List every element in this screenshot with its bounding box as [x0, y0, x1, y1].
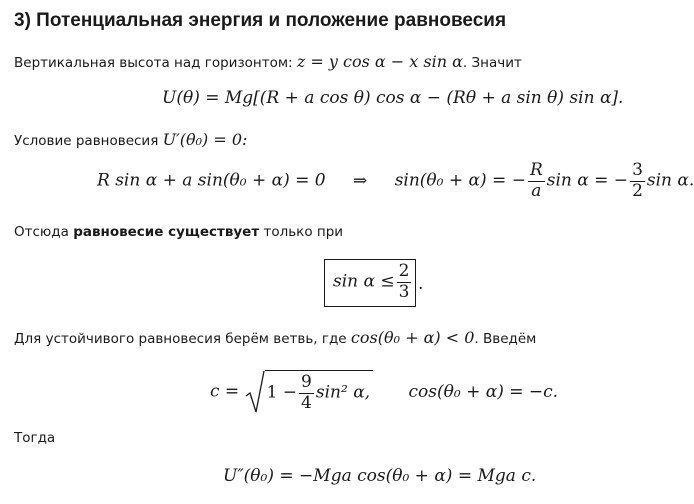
equation-potential-energy: U(θ) = Mg[(R + a cos θ) cos α − (Rθ + a sin θ) sin α].: [162, 88, 624, 108]
fraction-r-numerator: R: [529, 160, 543, 180]
paragraph-existence-after: только при: [263, 224, 344, 240]
equation-equilibrium-mid2: sin α = −: [546, 170, 629, 191]
paragraph-existence-bold: равновесие существует: [73, 224, 260, 240]
equation-c-right: cos(θ₀ + α) = −c.: [408, 381, 559, 402]
paragraph-height: [14, 52, 522, 71]
equation-equilibrium-end: sin α.: [646, 170, 694, 191]
paragraph-existence-before: Отсюда: [14, 224, 69, 240]
paragraph-then: Тогда: [14, 430, 56, 446]
section-heading: 3) Потенциальная энергия и положение равновесия: [14, 10, 507, 31]
formula-height: z = y cos α − x sin α: [296, 52, 463, 71]
fraction-two-denominator: 2: [632, 180, 643, 201]
equation-equilibrium-mid: sin(θ₀ + α) = −: [394, 170, 526, 191]
equation-equilibrium-left: R sin α + a sin(θ₀ + α) = 0: [97, 170, 326, 191]
fraction-four-denominator: 4: [301, 393, 312, 413]
sqrt-sign-icon: [245, 370, 265, 414]
fraction-two-numerator: 2: [398, 261, 410, 281]
square-root: [245, 370, 374, 414]
boxed-condition-period: .: [418, 274, 424, 294]
paragraph-height-text: Вертикальная высота над горизонтом:: [14, 55, 293, 71]
fraction-nine-numerator: 9: [301, 372, 312, 393]
equation-second-derivative: U″(θ₀) = −Mga cos(θ₀ + α) = Mga c.: [223, 466, 537, 486]
fraction-nine-quarters: [299, 373, 314, 413]
fraction-a-denominator: a: [531, 180, 542, 201]
radicand-sin-squared: sin² α,: [315, 383, 371, 403]
paragraph-stability-after: . Введём: [474, 331, 537, 347]
boxed-condition-lhs: sin α ≤: [333, 271, 395, 292]
paragraph-equilibrium-text: Условие равновесия: [14, 133, 159, 149]
fraction-two-thirds: [397, 262, 412, 302]
formula-cos-negative: cos(θ₀ + α) < 0: [350, 328, 475, 347]
fraction-three-halves: [630, 161, 645, 201]
radicand-one-minus: 1 −: [266, 383, 298, 403]
boxed-condition: [333, 262, 413, 302]
paragraph-stability: [14, 328, 536, 347]
paragraph-height-tail: . Значит: [462, 55, 522, 71]
equation-equilibrium: [97, 161, 694, 201]
paragraph-existence: [14, 224, 343, 240]
paragraph-equilibrium-condition: [14, 130, 247, 149]
implies-arrow: ⇒: [353, 170, 368, 191]
fraction-three-denominator: 3: [398, 281, 410, 302]
formula-derivative-zero: U′(θ₀) = 0:: [162, 130, 248, 149]
equation-c-definition: [210, 370, 558, 414]
paragraph-stability-before: Для устойчивого равновесия берём ветвь, где: [14, 331, 347, 347]
equation-c-lhs: c =: [210, 381, 240, 402]
sqrt-radicand: [265, 370, 374, 413]
fraction-r-over-a: [528, 161, 545, 201]
fraction-three-numerator: 3: [632, 160, 643, 180]
